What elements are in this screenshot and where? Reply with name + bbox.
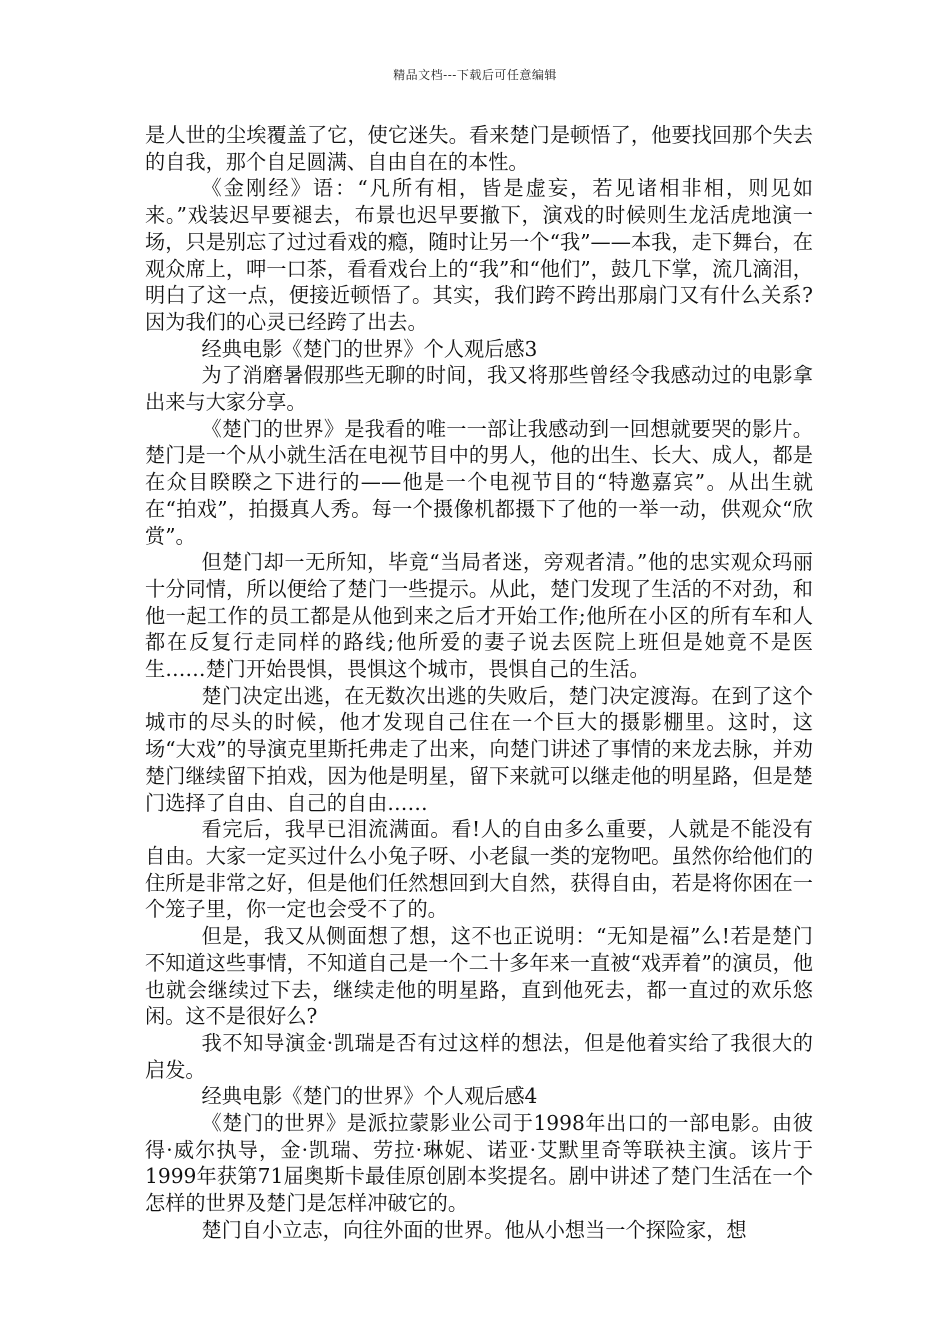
paragraph: 楚门自小立志，向往外面的世界。他从小想当一个探险家，想 — [201, 1217, 747, 1242]
document-body — [145, 122, 813, 1244]
paragraph: 看完后，我早已泪流满面。看!人的自由多么重要，人就是不能没有自由。大家一定买过什么小兔子呀、小老鼠一类的宠物吧。虽然你给他们的住所是非常之好，但是他们任然想回到大自然，获得自由，若是将你困在一个笼子里，你一定也会受不了的。 — [145, 817, 813, 922]
paragraph: 《楚门的世界》是我看的唯一一部让我感动到一回想就要哭的影片。楚门是一个从小就生活在电视节目中的男人，他的出生、长大、成人，都是在众目睽睽之下进行的——他是一个电视节目的“特邀嘉宾”。从出生就在“拍戏”，拍摄真人秀。每一个摄像机都摄下了他的一举一动，供观众“欣赏”。 — [145, 416, 813, 548]
paragraph: 楚门决定出逃，在无数次出逃的失败后，楚门决定渡海。在到了这个城市的尽头的时候，他才发现自己住在一个巨大的摄影棚里。这时，这场“大戏”的导演克里斯托弗走了出来，向楚门讲述了事情的来龙去脉，并劝楚门继续留下拍戏，因为他是明星，留下来就可以继走他的明星路，但是楚门选择了自由、自己的自由…… — [145, 683, 813, 815]
paragraph: 《金刚经》语：“凡所有相，皆是虚妄，若见诸相非相，则见如来。”戏装迟早要褪去，布景也迟早要撤下，演戏的时候则生龙活虎地演一场，只是别忘了过过看戏的瘾，随时让另一个“我”——本我，走下舞台，在观众席上，呷一口茶，看看戏台上的“我”和“他们”，鼓几下掌，流几滴泪，明白了这一点，便接近顿悟了。其实，我们跨不跨出那扇门又有什么关系?因为我们的心灵已经跨了出去。 — [145, 176, 813, 334]
paragraph: 我不知导演金·凯瑞是否有过这样的想法，但是他着实给了我很大的启发。 — [145, 1030, 813, 1082]
section-heading: 经典电影《楚门的世界》个人观后感4 — [201, 1084, 538, 1109]
paragraph: 《楚门的世界》是派拉蒙影业公司于1998年出口的一部电影。由彼得·威尔执导，金·凯瑞、劳拉·琳妮、诺亚·艾默里奇等联袂主演。该片于1999年获第71届奥斯卡最佳原创剧本奖提名。剧中讲述了楚门生活在一个怎样的世界及楚门是怎样冲破它的。 — [145, 1111, 813, 1216]
paragraph: 但是，我又从侧面想了想，这不也正说明：“无知是福”么!若是楚门不知道这些事情，不知道自己是一个二十多年来一直被“戏弄着”的演员，他也就会继续过下去，继续走他的明星路，直到他死去，都一直过的欢乐悠闲。这不是很好么? — [145, 924, 813, 1029]
paragraph: 为了消磨暑假那些无聊的时间，我又将那些曾经令我感动过的电影拿出来与大家分享。 — [145, 363, 813, 415]
paragraph: 但楚门却一无所知，毕竟“当局者迷，旁观者清。”他的忠实观众玛丽十分同情，所以便给了楚门一些提示。从此，楚门发现了生活的不对劲，和他一起工作的员工都是从他到来之后才开始工作;他所在小区的所有车和人都在反复行走同样的路线;他所爱的妻子说去医院上班但是她竟不是医生……楚门开始畏惧，畏惧这个城市，畏惧自己的生活。 — [145, 550, 813, 682]
page-header: 精品文档---下载后可任意编辑 — [393, 68, 557, 82]
paragraph: 是人世的尘埃覆盖了它，使它迷失。看来楚门是顿悟了，他要找回那个失去的自我，那个自足圆满、自由自在的本性。 — [145, 123, 813, 174]
section-heading: 经典电影《楚门的世界》个人观后感3 — [201, 336, 538, 361]
